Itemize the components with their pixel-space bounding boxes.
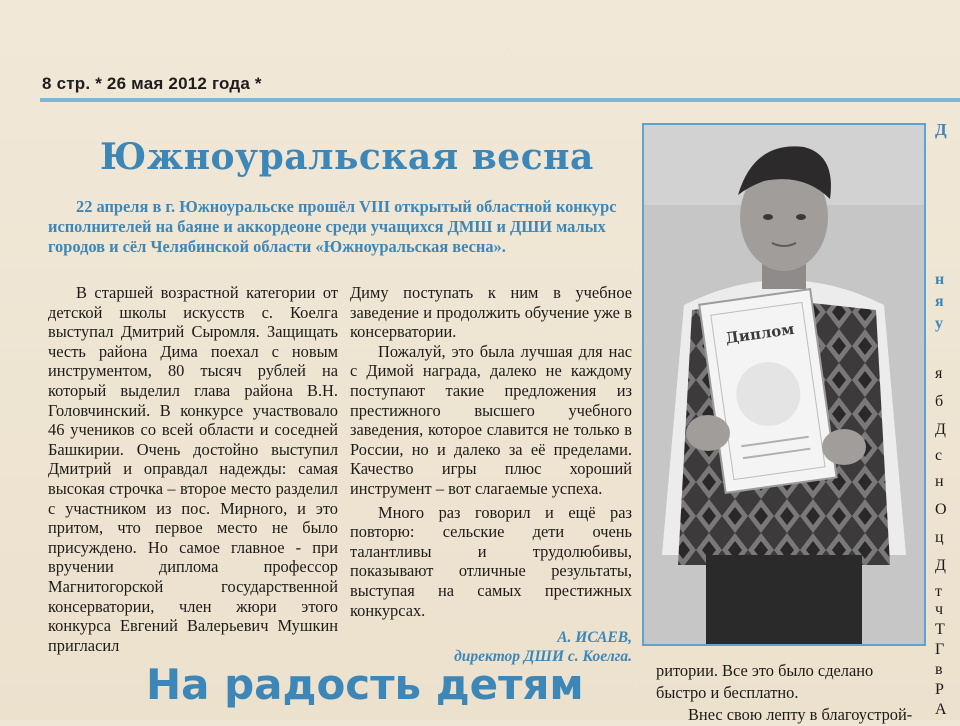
adjacent-page-edge <box>935 0 960 720</box>
edge-blue-line-3: у <box>935 315 943 332</box>
author-title: директор ДШИ с. Коелга. <box>454 648 632 666</box>
next-article-line-3: Внес свою лепту в благоустрой- <box>688 705 913 724</box>
diploma-label: Диплом <box>724 319 796 348</box>
edge-line-2: б <box>935 393 944 410</box>
author-name: А. ИСАЕВ, <box>557 629 632 647</box>
article-headline: Южноуральская весна <box>100 136 594 178</box>
next-article-line-2: быстро и бесплатно. <box>656 683 799 702</box>
edge-line-15: А <box>935 701 947 718</box>
edge-line-5: н <box>935 473 944 490</box>
edge-blue-top: Д <box>935 120 947 139</box>
article-lead: 22 апреля в г. Южноуральске прошёл VIII открытый областной конкурс исполнителей на баяне и аккордеоне среди учащихся ДМШ и ДШИ малых городов и сёл Челябинской области «Южноуральская весна». <box>48 197 617 256</box>
edge-line-11: Т <box>935 621 945 638</box>
page-header: 8 стр. * 26 мая 2012 года * <box>42 74 262 93</box>
edge-line-12: Г <box>935 641 945 658</box>
photo-boy-with-diploma <box>644 125 924 644</box>
next-article-headline: На радость детям <box>146 660 584 709</box>
next-article-snippet <box>656 660 946 726</box>
edge-line-8: Д <box>935 557 946 574</box>
edge-line-10: ч <box>935 601 944 618</box>
edge-line-3: Д <box>935 421 946 438</box>
article-photo <box>642 123 926 646</box>
edge-line-4: с <box>935 447 943 464</box>
edge-line-6: О <box>935 501 947 518</box>
edge-line-1: я <box>935 365 943 382</box>
edge-line-9: т <box>935 583 942 600</box>
column-2-paragraph-3: Много раз говорил и ещё раз повторю: сельские дети очень талантливы и трудолюбивы, показывают отличные результаты, выступая на самых престижных конкурсах. <box>350 502 632 620</box>
edge-line-7: ц <box>935 529 944 546</box>
edge-blue-line-2: я <box>935 293 944 310</box>
column-1-paragraph: В старшей возрастной категории от детской школы искусств с. Коелга выступал Дмитрий Сыромля. Защищать честь района Дима поехал с новым инструментом, 80 тысяч рублей на который выделил глава района В.Н. Головчинский. В конкурсе участвовало 46 учеников со всей области и соседней Башкирии. Очень достойно выступил Дмитрий и оправдал надежды: самая высокая строчка – второе место разделил с участником из пос. Мирного, и это притом, что первое место не было присуждено. Но самое главное - при вручении диплома профессор Магнитогорской государственной консерватории, член жюри этого конкурса Евгений Валерьевич Мушкин пригласил <box>48 283 338 655</box>
edge-line-14: Р <box>935 681 944 698</box>
edge-line-13: в <box>935 661 943 678</box>
edge-blue-line-1: н <box>935 271 945 288</box>
article-column-2 <box>350 283 632 666</box>
article-column-1 <box>48 283 338 655</box>
column-2-paragraph-1: Диму поступать к ним в учебное заведение и продолжить обучение уже в консерватории. <box>350 283 632 342</box>
column-2-paragraph-2: Пожалуй, это была лучшая для нас с Димой награда, далеко не каждому поступают такие предложения из престижного высшего учебного заведения, которое славится не только в России, но и далеко за её пределами. Качество игры плюс хороший инструмент – вот слагаемые успеха. <box>350 341 632 498</box>
header-rule <box>40 98 960 102</box>
next-article-line-1: ритории. Все это было сделано <box>656 661 874 680</box>
